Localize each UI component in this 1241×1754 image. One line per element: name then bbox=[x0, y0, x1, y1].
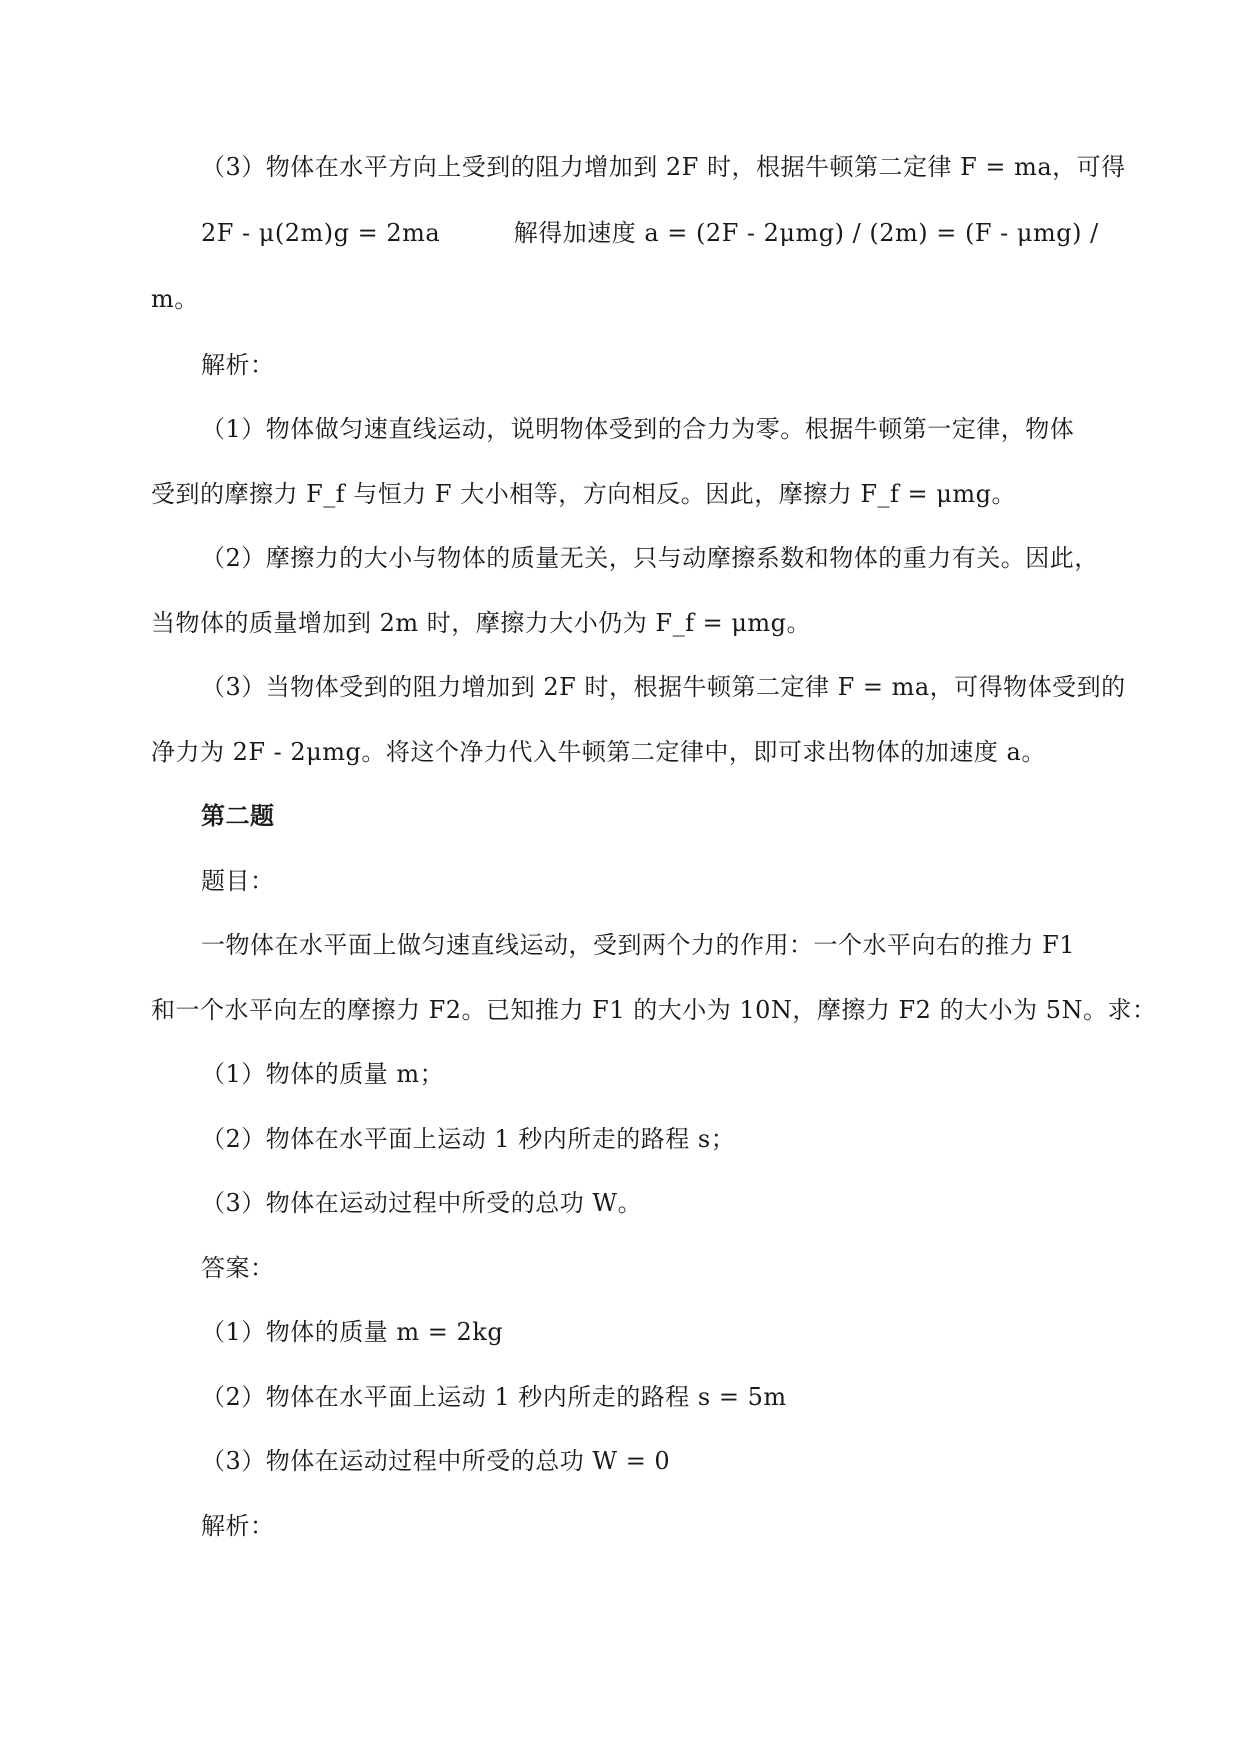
answer-item: （3）物体在运动过程中所受的总功 W = 0 bbox=[201, 1447, 671, 1475]
text-line: 2F - μ(2m)g = 2ma 解得加速度 a = (2F - 2μmg) / (2m) = (F - μmg) / bbox=[201, 219, 1099, 247]
text-line: 一物体在水平面上做匀速直线运动，受到两个力的作用：一个水平向右的推力 F1 bbox=[201, 931, 1076, 959]
section-heading: 第二题 bbox=[201, 802, 275, 830]
question-item: （1）物体的质量 m； bbox=[201, 1060, 445, 1088]
text-line: m。 bbox=[151, 285, 199, 313]
text-line: 和一个水平向左的摩擦力 F2。已知推力 F1 的大小为 10N，摩擦力 F2 的大小为 5N。求： bbox=[151, 996, 1157, 1024]
text-line: （3）物体在水平方向上受到的阻力增加到 2F 时，根据牛顿第二定律 F = ma，可得 bbox=[201, 153, 1126, 181]
text-line: （1）物体做匀速直线运动，说明物体受到的合力为零。根据牛顿第一定律，物体 bbox=[201, 415, 1075, 443]
section-label: 答案： bbox=[201, 1254, 275, 1282]
answer-item: （1）物体的质量 m = 2kg bbox=[201, 1318, 504, 1346]
question-item: （3）物体在运动过程中所受的总功 W。 bbox=[201, 1189, 643, 1217]
text-line: 当物体的质量增加到 2m 时，摩擦力大小仍为 F_f = μmg。 bbox=[151, 609, 812, 637]
text-line: （3）当物体受到的阻力增加到 2F 时，根据牛顿第二定律 F = ma，可得物体受到的 bbox=[201, 673, 1126, 701]
text-line: （2）摩擦力的大小与物体的质量无关，只与动摩擦系数和物体的重力有关。因此， bbox=[201, 544, 1099, 572]
section-label: 题目： bbox=[201, 867, 275, 895]
answer-item: （2）物体在水平面上运动 1 秒内所走的路程 s = 5m bbox=[201, 1383, 787, 1411]
text-line: 净力为 2F - 2μmg。将这个净力代入牛顿第二定律中，即可求出物体的加速度 a。 bbox=[151, 738, 1046, 766]
text-line: 受到的摩擦力 F_f 与恒力 F 大小相等，方向相反。因此，摩擦力 F_f = μmg。 bbox=[151, 480, 1016, 508]
question-item: （2）物体在水平面上运动 1 秒内所走的路程 s； bbox=[201, 1125, 736, 1153]
section-label: 解析： bbox=[201, 1512, 275, 1540]
section-label: 解析： bbox=[201, 351, 275, 379]
